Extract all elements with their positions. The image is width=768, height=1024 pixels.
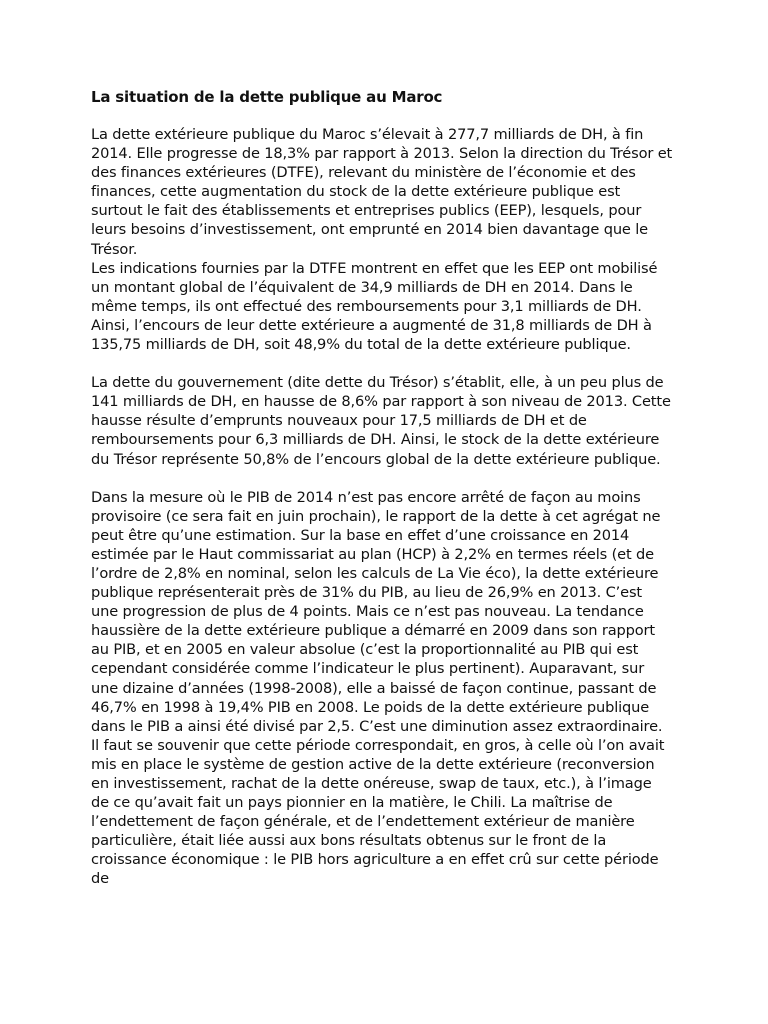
paragraph-2: Les indications fournies par la DTFE montrent en effet que les EEP ont mobilisé un montant global de l’équivalent de 34,9 milliards de DH en 2014. Dans le même temps, ils ont effectué des remboursements pour 3,1 milliards de DH. Ainsi, l’encours de leur dette extérieure a augmenté de 31,8 milliards de DH à 135,75 milliards de DH, soit 48,9% du total de la dette extérieure publique. — [91, 259, 658, 354]
paragraph-spacer — [91, 469, 673, 488]
document-title: La situation de la dette publique au Maroc — [91, 88, 443, 106]
document-page — [91, 88, 673, 889]
paragraph-spacer — [91, 354, 673, 373]
paragraph-4: Dans la mesure où le PIB de 2014 n’est pas encore arrêté de façon au moins provisoire (ce sera fait en juin prochain), le rapport de la dette à cet agrégat ne peut être qu’une estimation. Sur la base en effet d’une croissance en 2014 estimée par le Haut commissariat au plan (HCP) à 2,2% en termes réels (et de l’ordre de 2,8% en nominal, selon les calculs de La Vie éco), la dette extérieure publique représenterait près de 31% du PIB, au lieu de 26,9% en 2013. C’est une progression de plus de 4 points. Mais ce n’est pas nouveau. La tendance haussière de la dette extérieure publique a démarré en 2009 dans son rapport au PIB, et en 2005 en valeur absolue (c’est la proportionnalité au PIB qui est cependant considérée comme l’indicateur le plus pertinent). Auparavant, sur une dizaine d’années (1998-2008), elle a baissé de façon continue, passant de 46,7% en 1998 à 19,4% PIB en 2008. Le poids de la dette extérieure publique dans le PIB a ainsi été divisé par 2,5. C’est une diminution assez extraordinaire. Il faut se souvenir que cette période correspondait, en gros, à celle où l’on avait mis en place le système de gestion active de la dette extérieure (reconversion en investissement, rachat de la dette onéreuse, swap de taux, etc.), à l’image de ce qu’avait fait un pays pionnier en la matière, le Chili. La maîtrise de l’endettement de façon générale, et de l’endettement extérieur de manière particulière, était liée aussi aux bons résultats obtenus sur le front de la croissance économique : le PIB hors agriculture a en effet crû sur cette période de — [91, 488, 665, 888]
paragraph-3: La dette du gouvernement (dite dette du Trésor) s’établit, elle, à un peu plus de 141 milliards de DH, en hausse de 8,6% par rapport à son niveau de 2013. Cette hausse résulte d’emprunts nouveaux pour 17,5 milliards de DH et de remboursements pour 6,3 milliards de DH. Ainsi, le stock de la dette extérieure du Trésor représente 50,8% de l’encours global de la dette extérieure publique. — [91, 374, 671, 468]
paragraph-1: La dette extérieure publique du Maroc s’élevait à 277,7 milliards de DH, à fin 2014. Elle progresse de 18,3% par rapport à 2013. Selon la direction du Trésor et des finances extérieures (DTFE), relevant du ministère de l’économie et des finances, cette augmentation du stock de la dette extérieure publique est surtout le fait des établissements et entreprises publics (EEP), lesquels, pour leurs besoins d’investissement, ont emprunté en 2014 bien davantage que le Trésor. — [91, 126, 673, 258]
